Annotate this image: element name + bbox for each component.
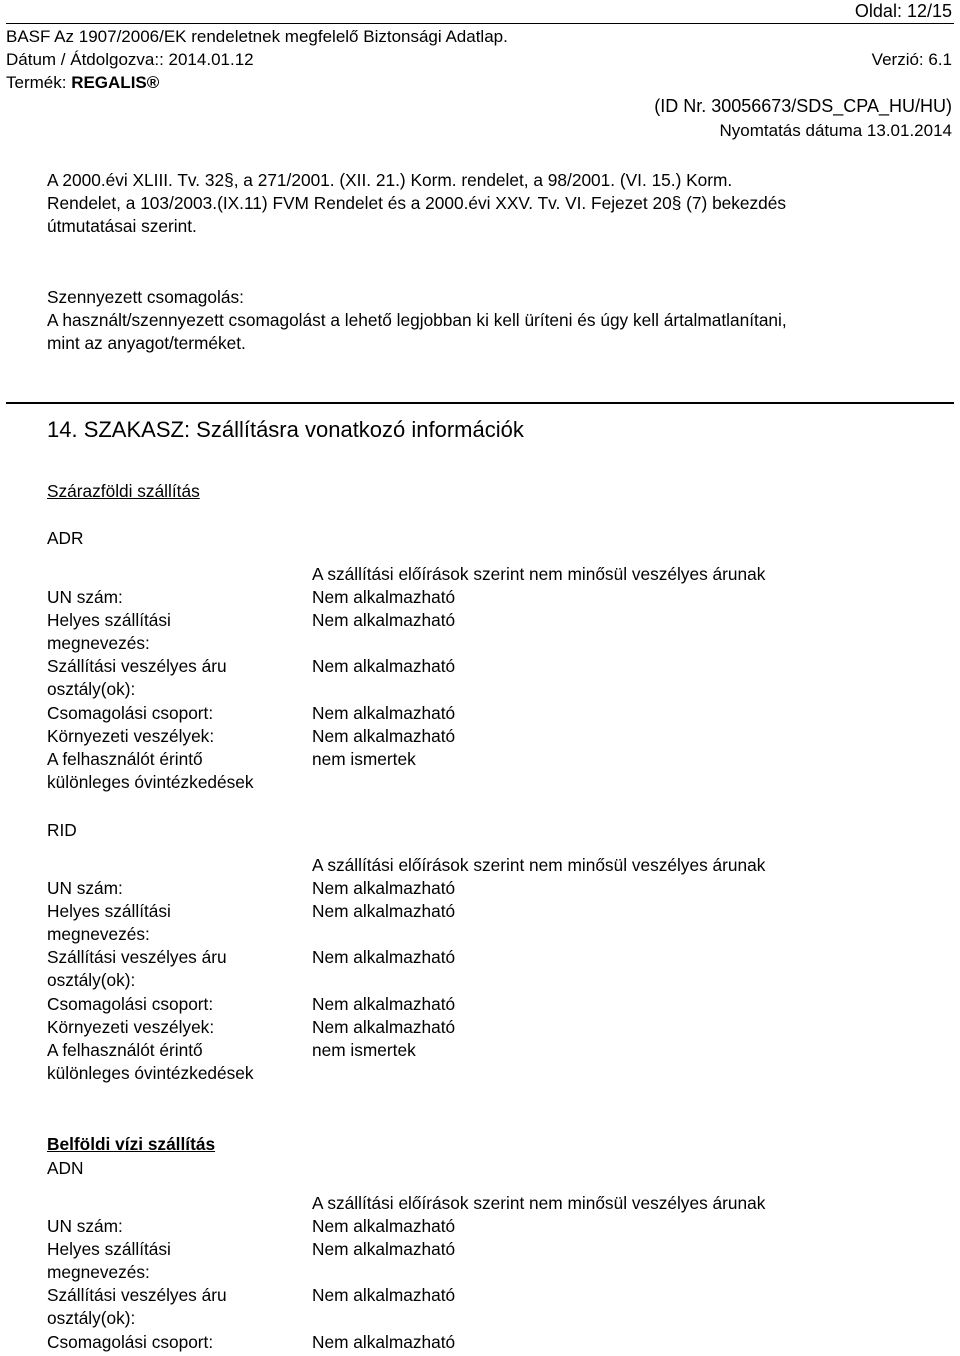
rid-label: Helyes szállítási	[47, 901, 171, 921]
adr-label: Csomagolási csoport:	[47, 703, 214, 723]
rid-label: A felhasználót érintő	[47, 1040, 203, 1060]
rid-value: Nem alkalmazható	[312, 878, 456, 898]
packaging-text-line: mint az anyagot/terméket.	[47, 333, 246, 353]
adr-label: A felhasználót érintő	[47, 749, 203, 769]
product-name: REGALIS®	[71, 73, 160, 92]
document-title: BASF Az 1907/2006/EK rendeletnek megfelelő Biztonsági Adatlap.	[6, 27, 508, 46]
product-label: Termék:	[6, 73, 72, 92]
adr-value: Nem alkalmazható	[312, 726, 456, 746]
document-id: (ID Nr. 30056673/SDS_CPA_HU/HU)	[654, 96, 952, 116]
section-title: 14. SZAKASZ: Szállításra vonatkozó információk	[47, 417, 524, 442]
adn-value: Nem alkalmazható	[312, 1285, 456, 1305]
print-date: Nyomtatás dátuma 13.01.2014	[719, 121, 952, 140]
page-number: Oldal: 12/15	[854, 1, 952, 21]
adn-label: Helyes szállítási	[47, 1239, 171, 1259]
rid-label: UN szám:	[47, 878, 123, 898]
inland-water-heading: Belföldi vízi szállítás	[47, 1134, 216, 1154]
header-rule	[6, 23, 954, 24]
adr-statement: A szállítási előírások szerint nem minősül veszélyes árunak	[312, 564, 766, 584]
adr-label: megnevezés:	[47, 633, 150, 653]
packaging-text-line: A használt/szennyezett csomagolást a lehető legjobban ki kell üríteni és úgy kell ártalmatlanítani,	[47, 310, 787, 330]
rid-value: Nem alkalmazható	[312, 901, 456, 921]
rid-label: Környezeti veszélyek:	[47, 1017, 215, 1037]
rid-value: Nem alkalmazható	[312, 1017, 456, 1037]
adr-value: Nem alkalmazható	[312, 703, 456, 723]
mode-adn: ADN	[47, 1158, 84, 1178]
adn-label: Szállítási veszélyes áru	[47, 1285, 227, 1305]
rid-label: megnevezés:	[47, 924, 150, 944]
mode-adr: ADR	[47, 528, 84, 548]
legal-text-line: A 2000.évi XLIII. Tv. 32§, a 271/2001. (XII. 21.) Korm. rendelet, a 98/2001. (VI. 15.) Korm.	[47, 170, 733, 190]
section-divider	[6, 402, 954, 404]
adn-label: Csomagolási csoport:	[47, 1332, 214, 1352]
adn-label: UN szám:	[47, 1216, 123, 1236]
revision-date: Dátum / Átdolgozva:: 2014.01.12	[6, 50, 254, 69]
adr-label: különleges óvintézkedések	[47, 772, 254, 792]
product-line	[6, 73, 159, 93]
adr-value: Nem alkalmazható	[312, 610, 456, 630]
version: Verzió: 6.1	[871, 50, 952, 69]
rid-label: különleges óvintézkedések	[47, 1063, 254, 1083]
adn-value: Nem alkalmazható	[312, 1216, 456, 1236]
rid-value: Nem alkalmazható	[312, 994, 456, 1014]
legal-text-line: Rendelet, a 103/2003.(IX.11) FVM Rendelet és a 2000.évi XXV. Tv. VI. Fejezet 20§ (7) bekezdés	[47, 193, 787, 213]
adr-value: Nem alkalmazható	[312, 656, 456, 676]
adn-label: osztály(ok):	[47, 1308, 136, 1328]
adr-value: nem ismertek	[312, 749, 416, 769]
legal-text-line: útmutatásai szerint.	[47, 216, 197, 236]
rid-statement: A szállítási előírások szerint nem minősül veszélyes árunak	[312, 855, 766, 875]
packaging-heading: Szennyezett csomagolás:	[47, 287, 244, 307]
land-transport-heading: Szárazföldi szállítás	[47, 481, 200, 501]
adn-label: megnevezés:	[47, 1262, 150, 1282]
rid-label: Szállítási veszélyes áru	[47, 947, 227, 967]
adr-label: osztály(ok):	[47, 679, 136, 699]
adr-label: Környezeti veszélyek:	[47, 726, 215, 746]
adr-value: Nem alkalmazható	[312, 587, 456, 607]
mode-rid: RID	[47, 820, 77, 840]
rid-value: Nem alkalmazható	[312, 947, 456, 967]
adn-statement: A szállítási előírások szerint nem minősül veszélyes árunak	[312, 1193, 766, 1213]
rid-label: osztály(ok):	[47, 970, 136, 990]
adr-label: Helyes szállítási	[47, 610, 171, 630]
rid-label: Csomagolási csoport:	[47, 994, 214, 1014]
adr-label: UN szám:	[47, 587, 123, 607]
adr-label: Szállítási veszélyes áru	[47, 656, 227, 676]
adn-value: Nem alkalmazható	[312, 1239, 456, 1259]
adn-value: Nem alkalmazható	[312, 1332, 456, 1352]
rid-value: nem ismertek	[312, 1040, 416, 1060]
